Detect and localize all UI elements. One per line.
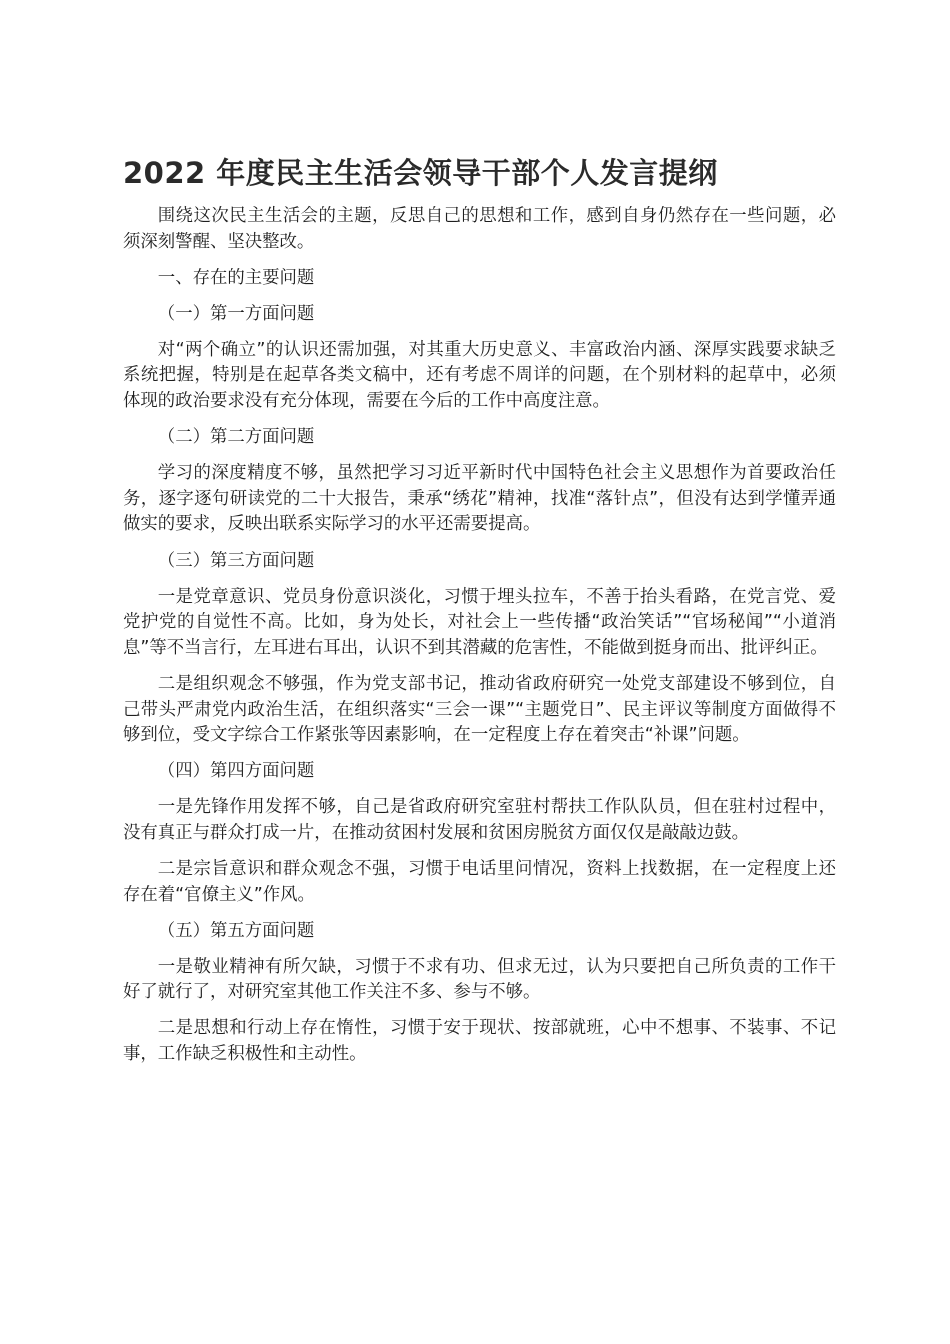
- subsection-heading-3: （三）第三方面问题: [157, 550, 315, 571]
- subsection-2-paragraph-1: 学习的深度精度不够，虽然把学习习近平新时代中国特色社会主义思想作为首要政治任务，逐字逐句研读党的二十大报告，秉承“绣花”精神，找准“落针点”，但没有达到学懂弄通做实的要求，反映出联系实际学习的水平还需要提高。: [123, 463, 836, 535]
- subsection-heading-4: （四）第四方面问题: [157, 761, 315, 782]
- intro-paragraph: 围绕这次民主生活会的主题，反思自己的思想和工作，感到自身仍然存在一些问题，必须深刻警醒、坚决整改。: [123, 206, 836, 252]
- subsection-5-paragraph-2: 二是思想和行动上存在惰性，习惯于安于现状、按部就班，心中不想事、不装事、不记事，工作缺乏积极性和主动性。: [123, 1018, 836, 1065]
- subsection-3-paragraph-2: 二是组织观念不够强，作为党支部书记，推动省政府研究一处党支部建设不够到位，自己带头严肃党内政治生活，在组织落实“三会一课”“主题党日”、民主评议等制度方面做得不够到位，受文字综合工作紧张等因素影响，在一定程度上存在着突击“补课”问题。: [123, 673, 836, 746]
- subsection-heading-2: （二）第二方面问题: [157, 427, 315, 448]
- subsection-heading-1: （一）第一方面问题: [157, 303, 315, 324]
- document-title: 2022 年度民主生活会领导干部个人发言提纲: [123, 156, 718, 190]
- subsection-1-paragraph-1: 对“两个确立”的认识还需加强，对其重大历史意义、丰富政治内涵、深厚实践要求缺乏系统把握，特别是在起草各类文稿中，还有考虑不周详的问题，在个别材料的起草中，必须体现的政治要求没有充分体现，需要在今后的工作中高度注意。: [123, 339, 836, 412]
- subsection-4-paragraph-1: 一是先锋作用发挥不够，自己是省政府研究室驻村帮扶工作队队员，但在驻村过程中，没有真正与群众打成一片，在推动贫困村发展和贫困房脱贫方面仅仅是敲敲边鼓。: [123, 797, 836, 843]
- section-title: 一、存在的主要问题: [157, 267, 315, 288]
- subsection-5-paragraph-1: 一是敬业精神有所欠缺，习惯于不求有功、但求无过，认为只要把自己所负责的工作干好了就行了，对研究室其他工作关注不多、参与不够。: [123, 956, 836, 1003]
- subsection-3-paragraph-1: 一是党章意识、党员身份意识淡化，习惯于埋头拉车，不善于抬头看路，在党言党、爱党护党的自觉性不高。比如，身为处长，对社会上一些传播“政治笑话”“官场秘闻”“小道消息”等不当言行，左耳进右耳出，认识不到其潜藏的危害性，不能做到挺身而出、批评纠正。: [123, 586, 836, 658]
- subsection-heading-5: （五）第五方面问题: [157, 920, 315, 941]
- document-page: [123, 150, 836, 1078]
- subsection-4-paragraph-2: 二是宗旨意识和群众观念不强，习惯于电话里问情况，资料上找数据，在一定程度上还存在着“官僚主义”作风。: [123, 858, 836, 905]
